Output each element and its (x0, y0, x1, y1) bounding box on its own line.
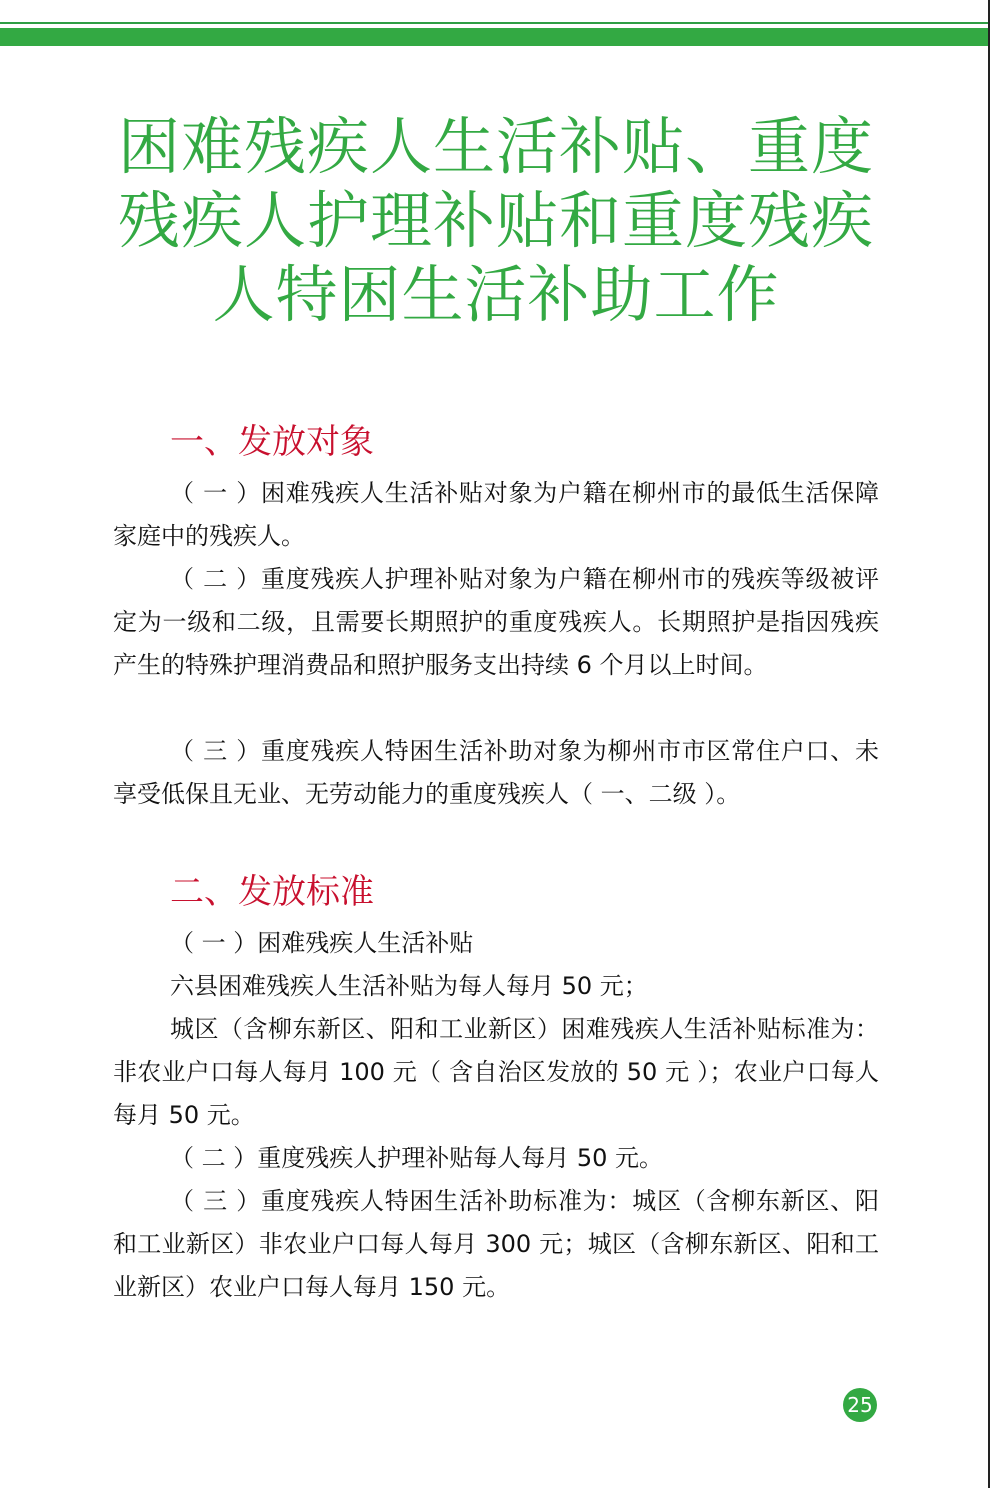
page-title-line-2: 残疾人护理补贴和重度残疾 (117, 184, 874, 257)
paragraph-standards-2: 六县困难残疾人生活补贴为每人每月 50 元； (170, 972, 648, 1000)
paragraph-recipients-1: （ 一 ）困难残疾人生活补贴对象为户籍在柳州市的最低生活保障家庭中的残疾人。 (113, 479, 879, 550)
paragraph-standards-1: （ 一 ）困难残疾人生活补贴 (170, 929, 474, 957)
header-thin-rule (0, 22, 988, 24)
page-right-edge (988, 0, 990, 1488)
page-title-line-3: 人特困生活补助工作 (212, 258, 780, 331)
page-number-badge: 25 (843, 1388, 877, 1422)
header-green-band (0, 28, 988, 46)
paragraph-standards-5: （ 三 ）重度残疾人特困生活补助标准为：城区（含柳东新区、阳和工业新区）非农业户口每人每月 300 元；城区（含柳东新区、阳和工业新区）农业户口每人每月 150 元。 (113, 1187, 879, 1301)
section-heading-recipients: 一、发放对象 (170, 422, 374, 462)
paragraph-standards-4: （ 二 ）重度残疾人护理补贴每人每月 50 元。 (170, 1144, 664, 1172)
page-title (100, 110, 892, 332)
paragraph-recipients-2: （ 二 ）重度残疾人护理补贴对象为户籍在柳州市的残疾等级被评定为一级和二级，且需要长期照护的重度残疾人。长期照护是指因残疾产生的特殊护理消费品和照护服务支出持续 6 个月以上时间。 (113, 565, 879, 679)
section-heading-standards: 二、发放标准 (170, 872, 374, 912)
page-title-line-1: 困难残疾人生活补贴、重度 (117, 110, 874, 183)
paragraph-standards-3: 城区（含柳东新区、阳和工业新区）困难残疾人生活补贴标准为：非农业户口每人每月 100 元（ 含自治区发放的 50 元 ）；农业户口每人每月 50 元。 (113, 1015, 879, 1129)
paragraph-recipients-3: （ 三 ）重度残疾人特困生活补助对象为柳州市市区常住户口、未享受低保且无业、无劳动能力的重度残疾人（ 一、二级 ）。 (113, 737, 879, 808)
